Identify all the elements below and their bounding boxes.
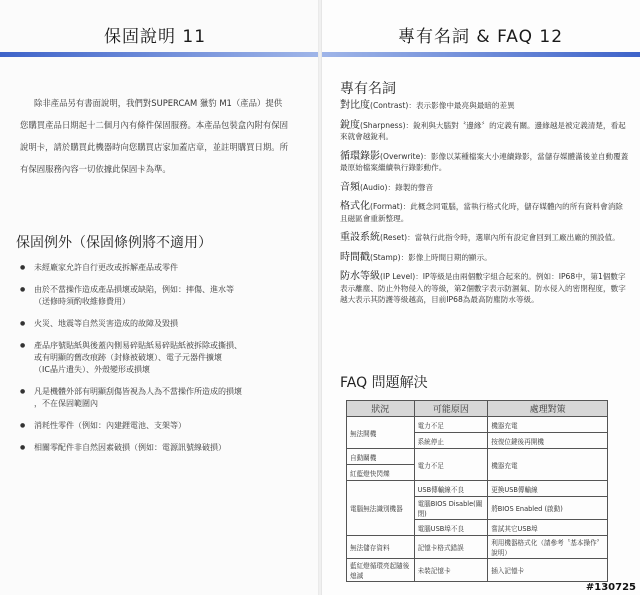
cause-cell: 電力不足 xyxy=(414,417,488,433)
solution-cell: 按復位鍵後再開機 xyxy=(488,433,608,449)
term-name: 音頻 xyxy=(340,181,360,193)
faq-table xyxy=(346,400,608,582)
table-row xyxy=(347,536,608,559)
list-item: ● 消耗性零件（例如：內建鋰電池、支架等） xyxy=(20,420,310,432)
solution-cell: 更換USB傳輸線 xyxy=(488,481,608,497)
list-item: ● 火災、地震等自然災害造成的故障及毀損 xyxy=(20,318,310,330)
cause-cell: 系統停止 xyxy=(414,433,488,449)
list-item: ● 由於不當操作造成產品損壞或缺陷，例如：摔傷、進水等 （送修時須酌收維修費用） xyxy=(20,284,310,308)
glossary-item xyxy=(340,120,630,143)
page-title: 保固說明 11 xyxy=(104,27,207,47)
term-desc: (IP Level)：IP等級是由兩個數字組合起來的。例如：IP68中，第1個數字表示離塵、防止外物侵入的等級，第2個數字表示防濕氣、防水侵入的密閉程度，數字越大表示其防護等級越高，目前IP68為最高防塵防水等級。 xyxy=(340,272,626,304)
cause-cell: 電腦USB埠不良 xyxy=(414,520,488,536)
term-name: 防水等級 xyxy=(340,271,380,282)
glossary-item xyxy=(340,100,630,112)
list-item: ● 產品序號貼紙與後蓋內側易碎貼紙易碎貼紙被拆除或撕損、 或有明顯的舊改痕跡（封條被破壞）、電子元器件擴壞 （IC晶片遺失）、外殼變形或損壞 xyxy=(20,340,310,376)
solution-cell: 機器充電 xyxy=(488,417,608,433)
table-header-row xyxy=(347,401,608,417)
term-desc: (Format)：此概念同電腦，當執行格式化時，儲存媒體內的所有資料會消除且磁區會重新整理。 xyxy=(340,202,623,223)
solution-cell: 利用機器格式化（請參考〝基本操作〞說明） xyxy=(488,536,608,559)
term-desc: (Stamp)：影像上時間日期的顯示。 xyxy=(370,252,492,262)
exclusions-heading: 保固例外（保固條例將不適用） xyxy=(16,235,212,251)
cause-cell: 電腦BIOS Disable(關閉) xyxy=(414,497,488,520)
column-header: 可能原因 xyxy=(414,401,488,417)
column-header: 狀況 xyxy=(347,401,415,417)
solution-cell: 將BIOS Enabled (啟動) xyxy=(488,497,608,520)
glossary-item xyxy=(340,252,630,264)
image-id-watermark: #130725 xyxy=(585,582,636,593)
cause-cell: 未裝記憶卡 xyxy=(414,559,488,582)
term-desc: (Audio)：錄製的聲音 xyxy=(360,182,434,192)
status-cell: 電腦無法識別機器 xyxy=(347,481,415,536)
exclusions-list xyxy=(20,262,310,464)
solution-cell: 機器充電 xyxy=(488,449,608,481)
status-cell: 自動關機 xyxy=(347,449,415,465)
table-row xyxy=(347,449,608,465)
glossary-item xyxy=(340,232,630,244)
term-desc: (Contrast)：表示影像中最亮與最暗的差異 xyxy=(370,101,515,110)
cause-cell: USB傳輸線不良 xyxy=(414,481,488,497)
solution-cell: 嘗試其它USB埠 xyxy=(488,520,608,536)
column-header: 處理對策 xyxy=(488,401,608,417)
solution-cell: 插入記憶卡 xyxy=(488,559,608,582)
term-name: 時間戳 xyxy=(340,251,370,263)
cause-cell: 電力不足 xyxy=(414,449,488,481)
glossary-item xyxy=(340,271,630,306)
right-page xyxy=(322,0,640,595)
cause-cell: 記憶卡格式錯誤 xyxy=(414,536,488,559)
term-name: 格式化 xyxy=(340,201,370,212)
table-row xyxy=(347,481,608,497)
status-cell: 無法開機 xyxy=(347,417,415,449)
status-cell: 無法儲存資料 xyxy=(347,536,415,559)
term-desc: (Reset)：當執行此指令時，選單內所有設定會回到工廠出廠的預設值。 xyxy=(380,233,620,242)
term-name: 對比度 xyxy=(340,100,370,111)
term-name: 銳度 xyxy=(340,119,360,131)
table-row xyxy=(347,559,608,582)
title-underline-bar xyxy=(0,52,318,57)
warranty-intro-paragraph: 除非產品另有書面說明，我們對SUPERCAM 獵豹 M1（產品）提供您購買產品日期起十二個月內有條件保固服務。本產品包裝盒內附有保固說明卡，請於購買此機器時向您購買店家加蓋店章，並註明購買日期。所有保固服務內容一切依據此保固卡為準。 xyxy=(20,98,288,174)
list-item: ● 相關零配件非自然因素破損（例如：電源訊號線破損） xyxy=(20,442,310,454)
glossary-list xyxy=(340,100,630,314)
term-name: 循環錄影 xyxy=(340,150,380,162)
faq-heading: FAQ 問題解決 xyxy=(340,375,428,391)
status-cell: 紅藍燈快閃爍 xyxy=(347,465,415,481)
glossary-heading: 專有名詞 xyxy=(340,81,396,97)
list-item: ● 未經廠家允許自行更改或拆解產品或零件 xyxy=(20,262,310,274)
term-desc: (Sharpness)：銳利與大腦對〝邊緣〞的定義有關。邊緣越是被定義清楚，看起來就會越銳利。 xyxy=(340,120,626,141)
glossary-item xyxy=(340,182,630,194)
left-page xyxy=(0,0,318,595)
term-name: 重設系統 xyxy=(340,232,380,243)
glossary-item xyxy=(340,201,630,224)
status-cell: 藍紅燈循環亮起隨後熄滅 xyxy=(347,559,415,582)
title-underline-bar xyxy=(322,52,640,57)
table-row xyxy=(347,417,608,433)
page-title: 專有名詞 & FAQ 12 xyxy=(398,27,564,47)
glossary-item xyxy=(340,151,630,174)
term-desc: (Overwrite)：影像以某種檔案大小連續錄影，當儲存媒體滿後並自動覆蓋最原始檔案繼續執行錄影動作。 xyxy=(340,151,629,172)
list-item: ● 凡是機體外部有明顯刮傷皆視為人為不當操作所造成的損壞 ，不在保固範圍內 xyxy=(20,386,310,410)
